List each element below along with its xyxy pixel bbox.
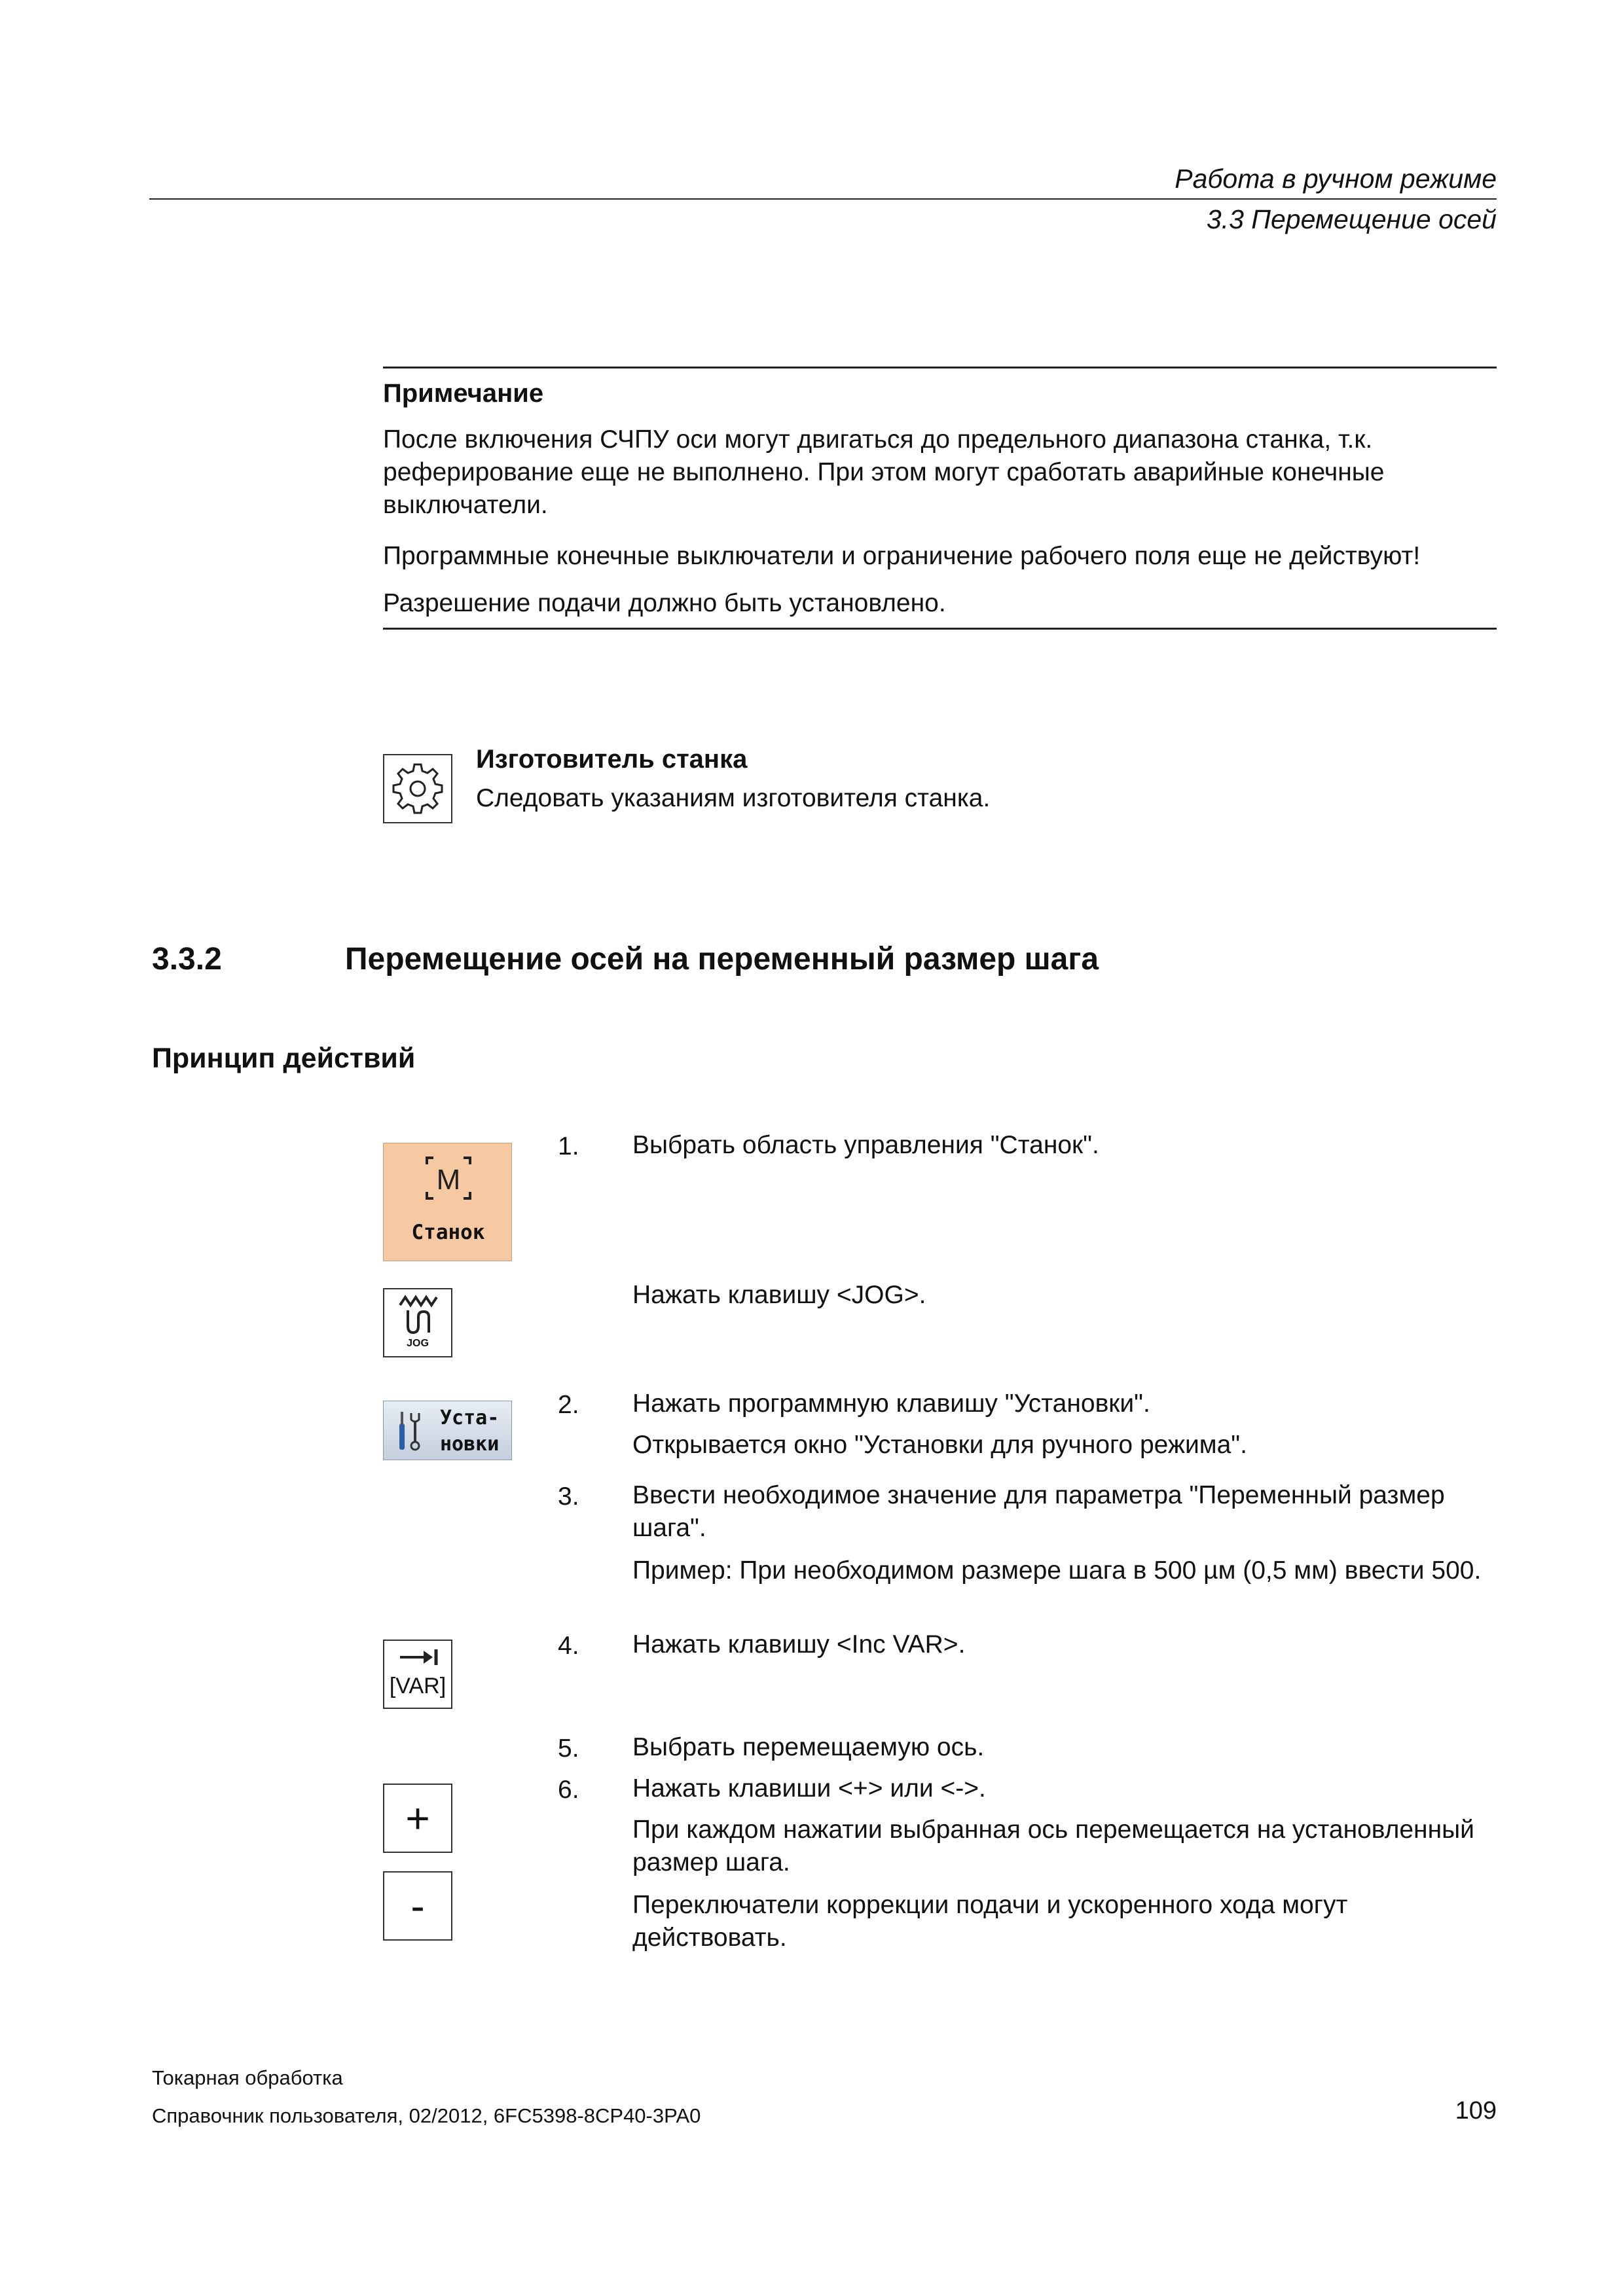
minus-key[interactable] [383, 1871, 452, 1941]
step-text-2-result: Открывается окно "Установки для ручного режима". [632, 1431, 1247, 1459]
manufacturer-text: Следовать указаниям изготовителя станка. [476, 784, 991, 812]
step-number-2: 2. [558, 1391, 579, 1419]
step-text-6: Нажать клавиши <+> или <->. [632, 1774, 986, 1803]
note-paragraph-1: После включения СЧПУ оси могут двигаться до предельного диапазона станка, т.к. реферирование еще не выполнено. При этом могут сработать аварийные конечные выключатели. [383, 425, 1385, 519]
footer-doc-info: Справочник пользователя, 02/2012, 6FC5398-8CP40-3PA0 [152, 2104, 701, 2127]
step-text-6-note: Переключатели коррекции подачи и ускоренного хода могут действовать. [632, 1891, 1348, 1952]
step-text-6-result: При каждом нажатии выбранная ось перемещается на установленный размер шага. [632, 1816, 1474, 1876]
step-text-3-example: Пример: При необходимом размере шага в 500 µм (0,5 мм) ввести 500. [632, 1556, 1482, 1585]
footer-book-title: Токарная обработка [152, 2066, 343, 2089]
subsection-title: Принцип действий [152, 1043, 416, 1074]
header-rule [149, 198, 1497, 200]
step-number-1: 1. [558, 1132, 579, 1160]
step-number-3: 3. [558, 1482, 579, 1511]
note-paragraph-2: Программные конечные выключатели и ограничение рабочего поля еще не действуют! [383, 542, 1421, 570]
gear-icon [383, 754, 452, 823]
jog-key-label: JOG [407, 1338, 429, 1349]
machine-key[interactable] [383, 1143, 512, 1261]
minus-key-label: - [410, 1882, 425, 1929]
step-number-4: 4. [558, 1632, 579, 1660]
machine-icon [424, 1155, 473, 1201]
inc-var-key-label: [VAR] [389, 1674, 447, 1698]
step-text-1: Выбрать область управления "Станок". [632, 1131, 1099, 1159]
running-header-chapter: Работа в ручном режиме [1175, 164, 1497, 194]
section-number: 3.3.2 [152, 942, 222, 977]
note-title: Примечание [383, 379, 544, 408]
plus-key[interactable] [383, 1784, 452, 1853]
step-text-jog: Нажать клавишу <JOG>. [632, 1281, 926, 1309]
jog-icon [393, 1295, 443, 1336]
tools-icon [395, 1410, 423, 1452]
step-text-2: Нажать программную клавишу "Установки". [632, 1390, 1150, 1418]
step-text-3: Ввести необходимое значение для параметра "Переменный размер шага". [632, 1481, 1445, 1542]
settings-softkey-line2: новки [440, 1433, 500, 1456]
note-paragraph-3: Разрешение подачи должно быть установлено. [383, 589, 946, 617]
inc-var-key[interactable] [383, 1640, 452, 1709]
step-text-4: Нажать клавишу <Inc VAR>. [632, 1630, 966, 1659]
machine-key-label: Станок [411, 1221, 485, 1244]
settings-softkey-line1: Уста- [440, 1407, 500, 1429]
step-number-5: 5. [558, 1734, 579, 1763]
note-box [383, 367, 1497, 630]
manufacturer-title: Изготовитель станка [476, 745, 748, 774]
page-number: 109 [1455, 2097, 1497, 2125]
step-text-5: Выбрать перемещаемую ось. [632, 1733, 985, 1761]
jog-key[interactable] [383, 1288, 452, 1357]
running-header-section: 3.3 Перемещение осей [1206, 204, 1497, 234]
section-title: Перемещение осей на переменный размер шага [345, 942, 1099, 977]
step-number-6: 6. [558, 1776, 579, 1804]
arrow-to-stop-icon [399, 1649, 439, 1666]
svg-text:M: M [436, 1164, 461, 1196]
settings-softkey[interactable] [383, 1401, 512, 1460]
plus-key-label: + [405, 1795, 430, 1842]
